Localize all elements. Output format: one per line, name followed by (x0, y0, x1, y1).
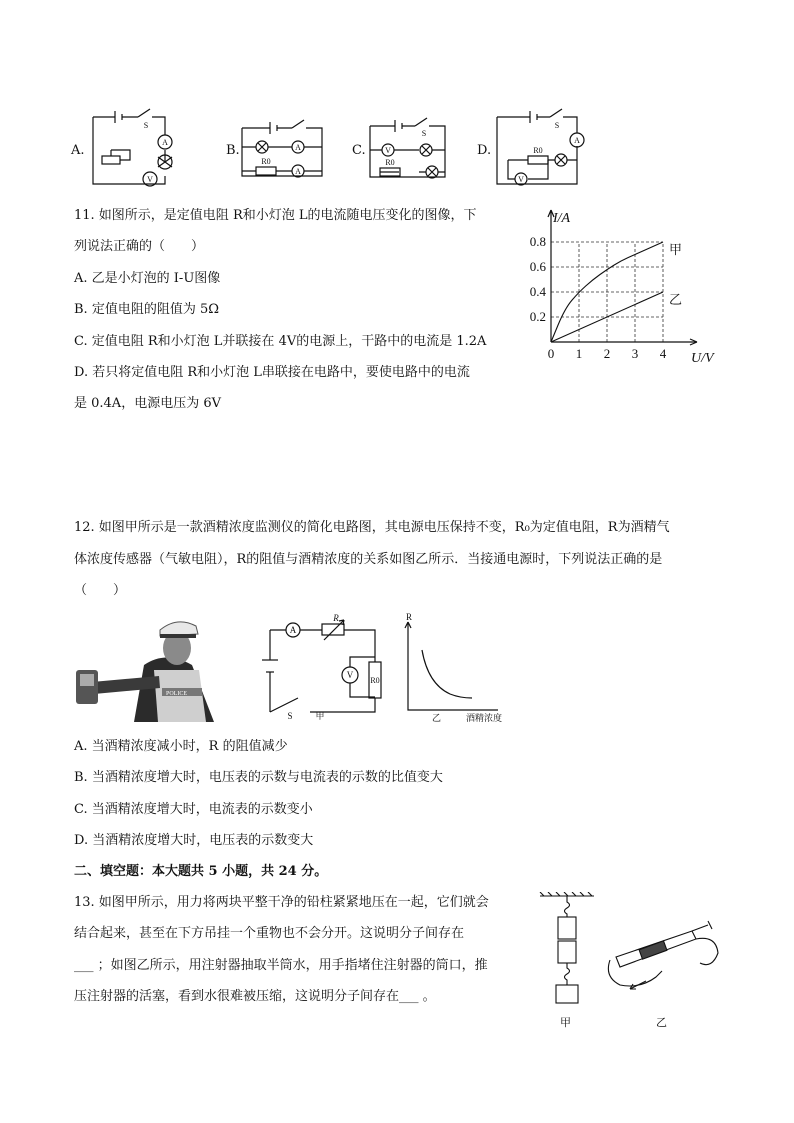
label-a-s: S (143, 121, 149, 130)
q11-option-c[interactable]: C. 定值电阻 R和小灯泡 L并联接在 4V的电源上，干路中的电流是 1.2A (74, 334, 487, 349)
label-d-s: S (554, 121, 560, 130)
iu-graph (510, 198, 730, 368)
y-axis-label: I/A (553, 211, 571, 226)
q12-stem-line3: （ ） (74, 583, 127, 598)
option-d-label: D. (477, 143, 492, 158)
q11-option-b[interactable]: B. 定值电阻的阻值为 5Ω (74, 302, 219, 317)
q12-graph-yi (398, 612, 518, 724)
series-label-1: 甲 (669, 242, 683, 257)
label-c-voltmeter: V (385, 146, 391, 155)
q12-option-a[interactable]: A. 当酒精浓度减小时，R 的阻值减少 (74, 739, 288, 754)
police-vest-text: POLICE (166, 691, 187, 697)
section-2-title: 二、填空题：本大题共 5 小题，共 24 分。 (74, 864, 328, 879)
circuit-b (242, 120, 322, 177)
x-tick-label-4: 4 (659, 346, 667, 361)
q13-stem-line4: 压注射器的活塞，看到水很难被压缩，这说明分子间存在___ 。 (74, 989, 436, 1004)
option-b-label: B. (226, 143, 240, 158)
q12-circuit-jia (260, 612, 390, 724)
q11-stem-line1: 11. 如图所示，是定值电阻 R和小灯泡 L的电流随电压变化的图像，下 (74, 208, 477, 223)
q12-graph-axis-r: R (406, 612, 413, 622)
y-tick-label-2: 0.4 (529, 284, 546, 299)
q12-stem-line2: 体浓度传感器（气敏电阻），R的阻值与酒精浓度的关系如图乙所示．当接通电源时，下列说法正确的是 (74, 552, 663, 567)
label-b-r0: R0 (261, 157, 271, 166)
q11-option-a[interactable]: A. 乙是小灯泡的 I-U图像 (74, 271, 221, 286)
q13-figure-jia (538, 892, 598, 1034)
q12-stem-line1: 12. 如图甲所示是一款酒精浓度监测仪的简化电路图，其电源电压保持不变，R₀为定值电阻，R为酒精气 (74, 520, 670, 535)
q11-option-d-line2[interactable]: 是 0.4A，电源电压为 6V (74, 396, 221, 411)
q13-stem-line2: 结合起来，甚至在下方吊挂一个重物也不会分开。这说明分子间存在 (74, 926, 465, 941)
y-tick-label-1: 0.2 (529, 309, 546, 324)
q12-r0-label: R0 (370, 676, 380, 685)
x-tick-label-3: 3 (631, 346, 639, 361)
q13-stem-line3: ___ ；如图乙所示，用注射器抽取半筒水，用手指堵住注射器的筒口，推 (74, 958, 488, 973)
q12-graph-axis-x: 酒精浓度 (466, 713, 503, 723)
label-b-ammeter-2: A (295, 167, 301, 176)
q12-jia-label: 甲 (315, 711, 325, 721)
q12-voltmeter-label: V (346, 670, 354, 680)
q12-r-label: R (333, 613, 339, 623)
label-d-ammeter: A (574, 136, 580, 145)
label-b-ammeter-1: A (295, 143, 301, 152)
q13-jia-label: 甲 (560, 1017, 571, 1029)
q10-options (60, 100, 760, 190)
label-a-voltmeter: V (147, 175, 153, 184)
option-a-label: A. (71, 143, 85, 158)
series-label-2: 乙 (669, 292, 683, 307)
x-axis-label: U/V (691, 351, 714, 366)
label-a-ammeter: A (162, 138, 168, 147)
q13-yi-label: 乙 (656, 1017, 667, 1029)
circuit-diagrams-q10 (60, 100, 760, 190)
q12-option-b[interactable]: B. 当酒精浓度增大时，电压表的示数与电流表的示数的比值变大 (74, 770, 443, 785)
label-c-r0: R0 (385, 158, 395, 167)
y-tick-label-4: 0.8 (529, 234, 546, 249)
circuit-a (93, 109, 172, 186)
police-photo (74, 610, 216, 722)
q12-option-d[interactable]: D. 当酒精浓度增大时，电压表的示数变大 (74, 833, 314, 848)
x-tick-label-1: 1 (575, 346, 583, 361)
q12-graph-yi-label: 乙 (432, 713, 442, 723)
q12-s-label: S (287, 711, 293, 721)
x-tick-label-2: 2 (603, 346, 611, 361)
option-c-label: C. (352, 143, 366, 158)
label-c-s: S (421, 129, 427, 138)
q12-ammeter-label: A (289, 625, 297, 635)
q13-figure-yi (600, 915, 730, 1035)
q13-stem-line1: 13. 如图甲所示，用力将两块平整干净的铅柱紧紧地压在一起，它们就会 (74, 895, 489, 910)
label-d-r0: R0 (533, 146, 543, 155)
y-tick-label-3: 0.6 (529, 259, 546, 274)
label-d-voltmeter: V (518, 175, 524, 184)
q11-option-d-line1[interactable]: D. 若只将定值电阻 R和小灯泡 L串联接在电路中，要使电路中的电流 (74, 365, 470, 380)
circuit-c (370, 118, 445, 178)
q11-stem-line2: 列说法正确的（ ） (74, 239, 205, 254)
q12-option-c[interactable]: C. 当酒精浓度增大时，电流表的示数变小 (74, 802, 313, 817)
origin-label: 0 (547, 346, 555, 361)
